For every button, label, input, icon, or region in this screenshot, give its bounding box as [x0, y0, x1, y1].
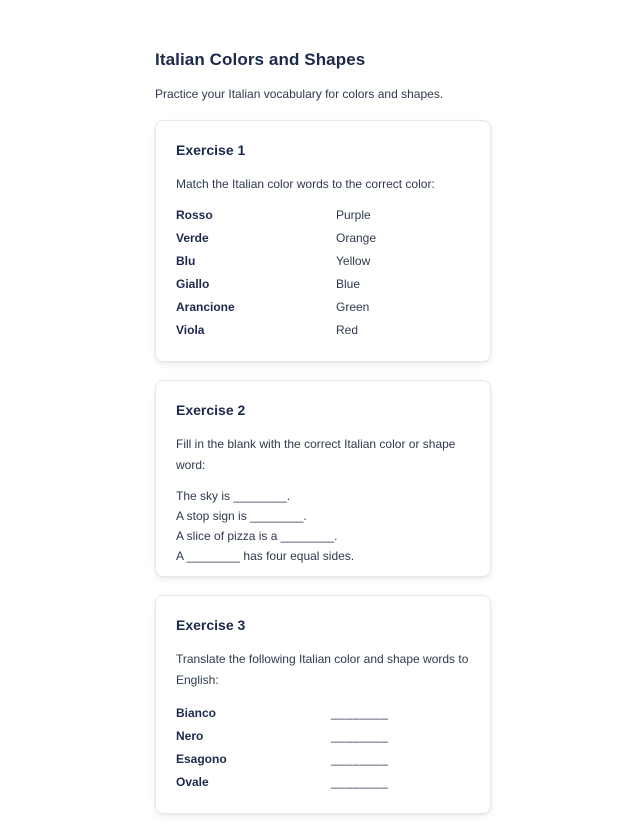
color-option: Red	[336, 323, 359, 337]
fill-in-blank-sentence: A slice of pizza is a ________.	[176, 529, 338, 543]
exercise-3-card	[155, 595, 491, 814]
exercise-2-heading: Exercise 2	[176, 402, 246, 418]
page-subtitle: Practice your Italian vocabulary for colors and shapes.	[155, 87, 444, 101]
match-row	[176, 230, 470, 246]
color-option: Yellow	[336, 254, 371, 268]
match-row	[176, 299, 470, 315]
color-option: Green	[336, 300, 370, 314]
italian-word: Viola	[176, 323, 205, 337]
italian-word: Verde	[176, 231, 209, 245]
fill-in-blank-sentence: A ________ has four equal sides.	[176, 549, 355, 563]
match-row	[176, 253, 470, 269]
italian-word: Rosso	[176, 208, 213, 222]
translate-row	[176, 705, 470, 721]
match-list	[176, 207, 470, 338]
color-option: Purple	[336, 208, 371, 222]
fill-in-blank-sentence: The sky is ________.	[176, 489, 291, 503]
color-option: Blue	[336, 277, 361, 291]
translate-row	[176, 728, 470, 744]
content-column	[155, 0, 491, 814]
exercise-2-card	[155, 380, 491, 577]
match-row	[176, 322, 470, 338]
italian-word: Arancione	[176, 300, 235, 314]
page-title: Italian Colors and Shapes	[155, 50, 366, 69]
answer-blank: ________	[331, 775, 389, 789]
exercise-1-heading: Exercise 1	[176, 142, 246, 158]
italian-word: Giallo	[176, 277, 210, 291]
exercise-1-card	[155, 120, 491, 362]
match-row	[176, 207, 470, 223]
exercise-3-instructions: Translate the following Italian color and shape words to English:	[176, 652, 469, 687]
exercise-2-instructions: Fill in the blank with the correct Italian color or shape word:	[176, 437, 456, 472]
answer-blank: ________	[331, 729, 389, 743]
fill-in-blank-sentences	[176, 486, 470, 566]
color-option: Orange	[336, 231, 377, 245]
match-row	[176, 276, 470, 292]
italian-word: Bianco	[176, 706, 217, 720]
exercise-1-instructions: Match the Italian color words to the correct color:	[176, 177, 435, 191]
answer-blank: ________	[331, 706, 389, 720]
exercise-3-heading: Exercise 3	[176, 617, 246, 633]
answer-blank: ________	[331, 752, 389, 766]
translate-row	[176, 751, 470, 767]
italian-word: Esagono	[176, 752, 227, 766]
fill-in-blank-sentence: A stop sign is ________.	[176, 509, 307, 523]
italian-word: Blu	[176, 254, 196, 268]
translate-row	[176, 774, 470, 790]
translate-list	[176, 705, 470, 790]
italian-word: Nero	[176, 729, 204, 743]
italian-word: Ovale	[176, 775, 209, 789]
